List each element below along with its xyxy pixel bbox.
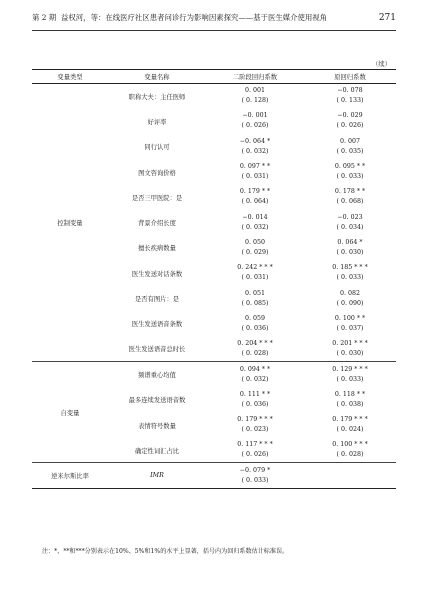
standard-error-value: ( 0. 028)	[241, 349, 269, 357]
running-title: 益权河，等：在线医疗社区患者问诊行为影响因素探究——基于医生媒介使用视角	[61, 13, 328, 22]
table-header-row	[32, 70, 396, 84]
coefficient-value: −0. 078	[337, 87, 363, 95]
standard-error-value: ( 0. 026)	[241, 122, 269, 130]
table-body	[32, 84, 396, 489]
coefficient-value: 0. 094 * *	[239, 365, 271, 373]
original-coef-cell	[304, 210, 396, 235]
variable-name-cell: 频谱重心均值	[138, 372, 176, 380]
two-stage-coef-cell	[206, 438, 304, 463]
two-stage-coef-cell	[206, 210, 304, 235]
coefficient-value: 0. 185 * * *	[332, 264, 368, 272]
coefficient-value: 0. 117 * * *	[237, 441, 273, 449]
variable-name-cell: 擅长疾病数量	[138, 245, 176, 253]
standard-error-value: ( 0. 024)	[336, 426, 364, 433]
two-stage-coef-cell	[206, 159, 304, 184]
standard-error-value: ( 0. 033)	[336, 274, 364, 282]
original-coef-cell	[304, 185, 396, 210]
coefficient-value: 0. 050	[244, 238, 266, 246]
standard-error-value: ( 0. 036)	[241, 324, 269, 332]
table-row	[32, 463, 396, 488]
standard-error-value: ( 0. 090)	[336, 299, 364, 307]
original-coef-cell	[304, 84, 396, 109]
coefficient-value: 0. 118 * *	[334, 390, 366, 398]
coefficient-value: 0. 100 * * *	[332, 441, 368, 449]
header-rule	[32, 30, 396, 31]
coefficient-value: −0. 001	[242, 112, 268, 120]
page-number: 271	[378, 13, 396, 23]
regression-table	[32, 69, 396, 489]
variable-name-cell: 是否有图片：是	[134, 296, 180, 304]
standard-error-value: ( 0. 029)	[241, 248, 269, 256]
coefficient-value: 0. 179 * * *	[237, 416, 273, 423]
coefficient-value: 0. 242 * * *	[237, 264, 273, 272]
standard-error-value: ( 0. 030)	[336, 248, 364, 256]
variable-name-cell: IMR	[108, 463, 206, 488]
variable-name-cell: 职称大夫：主任医师	[128, 93, 186, 101]
variable-name-cell: 图文咨询价格	[138, 169, 176, 177]
standard-error-value: ( 0. 068)	[336, 198, 364, 206]
two-stage-coef-cell	[206, 362, 304, 387]
standard-error-value: ( 0. 037)	[336, 324, 364, 332]
original-coef-cell	[304, 286, 396, 311]
two-stage-coef-cell	[206, 235, 304, 260]
standard-error-value: ( 0. 026)	[336, 122, 364, 130]
two-stage-coef-cell	[206, 185, 304, 210]
standard-error-value: ( 0. 030)	[336, 349, 364, 357]
standard-error-value: ( 0. 038)	[336, 400, 364, 408]
column-header: 原回归系数	[304, 70, 396, 84]
original-coef-cell	[304, 109, 396, 134]
standard-error-value: ( 0. 035)	[336, 147, 364, 155]
variable-name-cell: 表情符号数量	[138, 422, 176, 430]
standard-error-value: ( 0. 032)	[241, 223, 269, 231]
table-row	[32, 84, 396, 109]
coefficient-value: 0. 082	[339, 289, 361, 297]
column-header: 二阶段回归系数	[206, 70, 304, 84]
coefficient-value: −0. 079 *	[239, 466, 271, 474]
variable-name-cell: 背景介绍长度	[138, 220, 176, 228]
standard-error-value: ( 0. 033)	[336, 173, 364, 181]
standard-error-value: ( 0. 032)	[241, 147, 269, 155]
variable-name-cell: 好评率	[147, 118, 167, 126]
issue-number: 第 2 期	[32, 13, 57, 22]
coefficient-value: 0. 095 * *	[334, 163, 366, 171]
column-header: 变量类型	[32, 70, 108, 84]
variable-name-cell: 是否三甲医院：是	[131, 194, 183, 202]
coefficient-value: −0. 064 *	[239, 137, 271, 145]
variable-type-cell: 自变量	[32, 362, 108, 463]
standard-error-value: ( 0. 034)	[336, 223, 364, 231]
coefficient-value: 0. 111 * *	[239, 390, 271, 398]
original-coef-cell	[304, 412, 396, 437]
coefficient-value: 0. 051	[244, 289, 266, 297]
coefficient-value: 0. 129 * * *	[332, 365, 368, 373]
two-stage-coef-cell	[206, 387, 304, 412]
standard-error-value: ( 0. 028)	[336, 451, 364, 459]
variable-name-cell: 医生发送对话条数	[131, 270, 183, 278]
coefficient-value: 0. 179 * *	[239, 188, 271, 196]
running-header	[32, 11, 396, 25]
original-coef-cell	[304, 261, 396, 286]
coefficient-value: 0. 179 * * *	[332, 416, 368, 423]
standard-error-value: ( 0. 036)	[241, 400, 269, 408]
standard-error-value: ( 0. 031)	[241, 173, 269, 181]
two-stage-coef-cell	[206, 109, 304, 134]
coefficient-value: −0. 029	[337, 112, 363, 120]
two-stage-coef-cell	[206, 261, 304, 286]
two-stage-coef-cell	[206, 84, 304, 109]
two-stage-coef-cell	[206, 412, 304, 437]
standard-error-value: ( 0. 033)	[241, 476, 269, 484]
two-stage-coef-cell	[206, 463, 304, 488]
coefficient-value: 0. 097 * *	[239, 163, 271, 171]
variable-type-cell: 控制变量	[32, 84, 108, 362]
standard-error-value: ( 0. 085)	[241, 299, 269, 307]
variable-name-cell: 医生发送语音总时长	[108, 336, 206, 361]
original-coef-cell	[304, 311, 396, 336]
table-row	[32, 362, 396, 387]
standard-error-value: ( 0. 133)	[336, 97, 364, 105]
original-coef-cell	[304, 336, 396, 361]
coefficient-value: 0. 178 * *	[334, 188, 366, 196]
standard-error-value: ( 0. 031)	[241, 274, 269, 282]
column-header: 变量名称	[108, 70, 206, 84]
original-coef-cell	[304, 362, 396, 387]
two-stage-coef-cell	[206, 286, 304, 311]
two-stage-coef-cell	[206, 311, 304, 336]
coefficient-value: 0. 201 * * *	[332, 339, 368, 347]
original-coef-cell	[304, 463, 396, 488]
coefficient-value: 0. 007	[339, 137, 361, 145]
original-coef-cell	[304, 387, 396, 412]
standard-error-value: ( 0. 033)	[336, 375, 364, 383]
variable-name-cell: 医生发送语音条数	[131, 321, 183, 329]
original-coef-cell	[304, 235, 396, 260]
standard-error-value: ( 0. 128)	[241, 97, 269, 105]
continued-label: （续）	[372, 61, 391, 68]
standard-error-value: ( 0. 023)	[241, 426, 269, 433]
variable-name-cell: 最多连续发送语音数	[128, 397, 186, 405]
variable-name-cell: 同行认可	[144, 144, 170, 152]
coefficient-value: 0. 064 *	[337, 238, 363, 246]
coefficient-value: −0. 023	[337, 213, 363, 221]
standard-error-value: ( 0. 064)	[241, 198, 269, 206]
coefficient-value: 0. 204 * * *	[237, 339, 273, 347]
variable-type-cell: 逆米尔斯比率	[32, 463, 108, 488]
standard-error-value: ( 0. 026)	[241, 451, 269, 459]
coefficient-value: 0. 001	[244, 87, 266, 95]
two-stage-coef-cell	[206, 134, 304, 159]
coefficient-value: −0. 014	[242, 213, 268, 221]
coefficient-value: 0. 059	[244, 314, 266, 322]
two-stage-coef-cell	[206, 336, 304, 361]
original-coef-cell	[304, 134, 396, 159]
coefficient-value: 0. 100 * *	[334, 314, 366, 322]
variable-name-cell: 确定性词汇占比	[108, 438, 206, 463]
table-note: 注：*、**和***分别表示在10%、5%和1%的水平上显著，括号内为回归系数估计标准误。	[42, 548, 289, 555]
standard-error-value: ( 0. 032)	[241, 375, 269, 383]
original-coef-cell	[304, 438, 396, 463]
original-coef-cell	[304, 159, 396, 184]
